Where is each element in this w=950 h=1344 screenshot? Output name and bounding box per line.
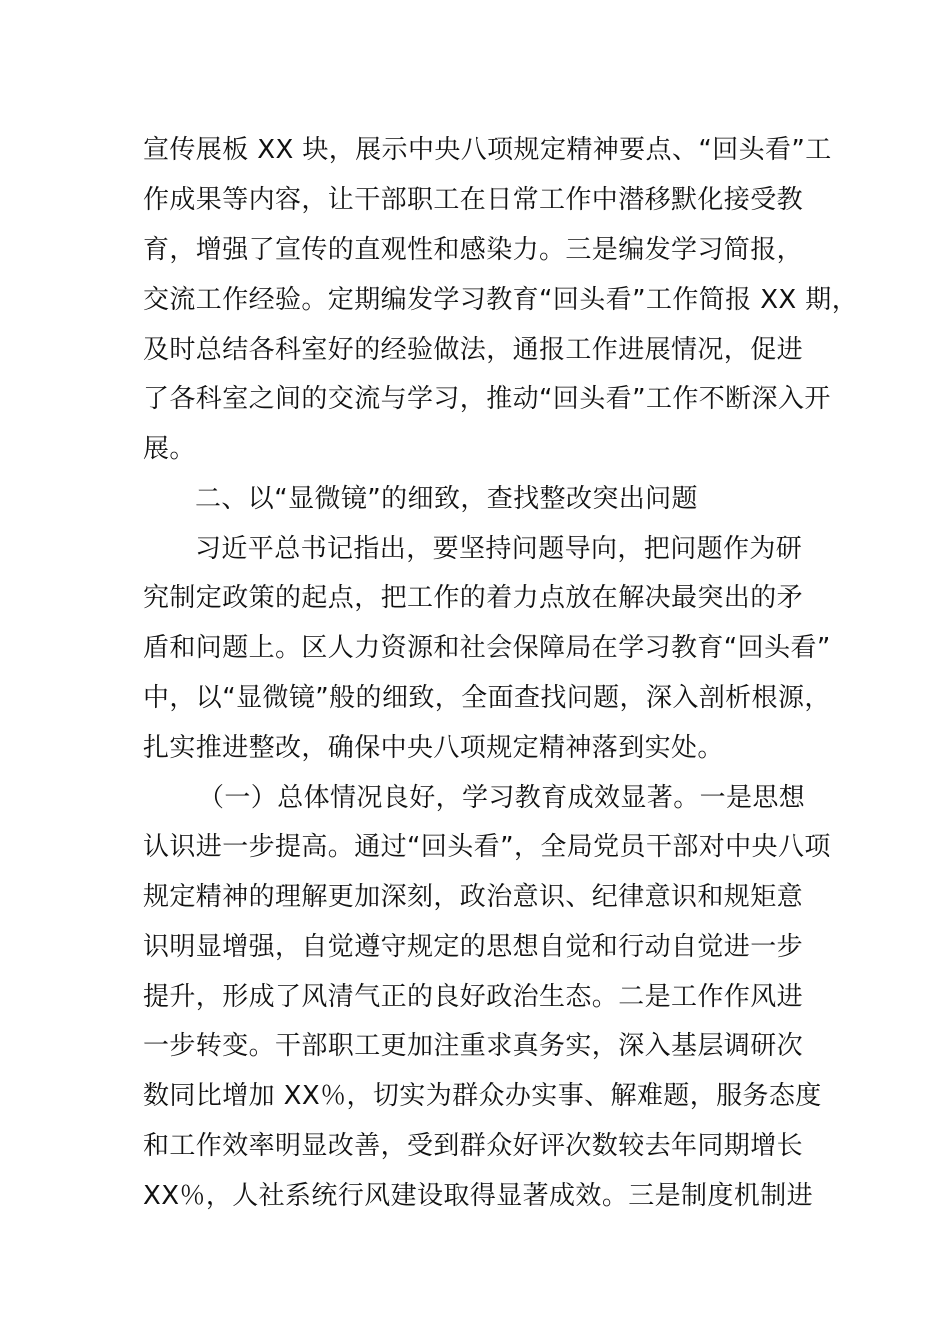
text-line: 及时总结各科室好的经验做法，通报工作进展情况，促进 bbox=[143, 335, 804, 365]
subsection-line: （一）总体情况良好，学习教育成效显著。一是思想 bbox=[198, 783, 806, 813]
text-line: 展。 bbox=[143, 434, 196, 464]
text-line: 规定精神的理解更加深刻，政治意识、纪律意识和规矩意 bbox=[143, 882, 804, 912]
text-line: 识明显增强，自觉遵守规定的思想自觉和行动自觉进一步 bbox=[143, 932, 804, 962]
text-line: 作成果等内容，让干部职工在日常工作中潜移默化接受教 bbox=[143, 185, 804, 215]
text-line: 扎实推进整改，确保中央八项规定精神落到实处。 bbox=[143, 733, 724, 763]
section-heading: 二、以“显微镜”的细致，查找整改突出问题 bbox=[195, 484, 698, 514]
text-line: 育，增强了宣传的直观性和感染力。三是编发学习简报， bbox=[143, 235, 804, 265]
text-line: 认识进一步提高。通过“回头看”，全局党员干部对中央八项 bbox=[143, 832, 831, 862]
text-line: 了各科室之间的交流与学习，推动“回头看”工作不断深入开 bbox=[143, 384, 831, 414]
text-line: 提升，形成了风清气正的良好政治生态。二是工作作风进 bbox=[143, 982, 804, 1012]
text-line: 和工作效率明显改善，受到群众好评次数较去年同期增长 bbox=[143, 1131, 804, 1161]
text-line: 盾和问题上。区人力资源和社会保障局在学习教育“回头看” bbox=[143, 633, 831, 663]
text-line: 交流工作经验。定期编发学习教育“回头看”工作简报 XX 期， bbox=[143, 285, 859, 315]
text-line: 中，以“显微镜”般的细致，全面查找问题，深入剖析根源， bbox=[143, 683, 831, 713]
text-line: 究制定政策的起点，把工作的着力点放在解决最突出的矛 bbox=[143, 583, 804, 613]
text-line: 数同比增加 XX％，切实为群众办实事、解难题，服务态度 bbox=[143, 1081, 822, 1111]
text-line: 习近平总书记指出，要坚持问题导向，把问题作为研 bbox=[195, 534, 803, 564]
text-line: 宣传展板 XX 块，展示中央八项规定精神要点、“回头看”工 bbox=[143, 135, 832, 165]
text-line: 一步转变。干部职工更加注重求真务实，深入基层调研次 bbox=[143, 1031, 804, 1061]
text-line: XX％，人社系统行风建设取得显著成效。三是制度机制进 bbox=[143, 1181, 814, 1211]
